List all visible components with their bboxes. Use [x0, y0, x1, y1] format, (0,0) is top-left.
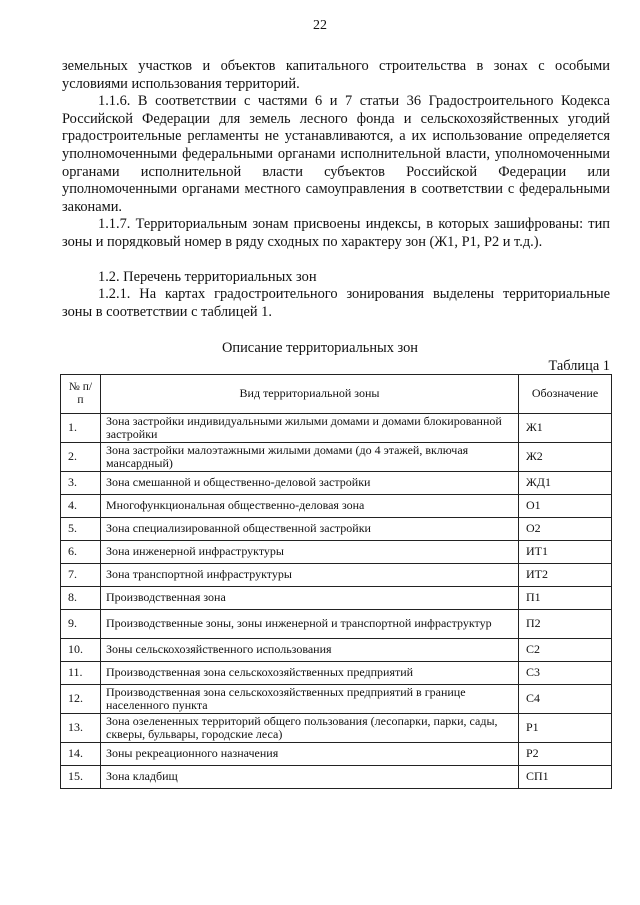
- table-row: [61, 518, 612, 541]
- row-zone-type: Зона инженерной инфраструктуры: [101, 541, 519, 564]
- row-zone-type: Зона застройки малоэтажными жилыми домами (до 4 этажей, включая мансардный): [101, 443, 519, 472]
- row-zone-type: Производственная зона сельскохозяйственных предприятий в границе населенного пункта: [101, 685, 519, 714]
- row-designation: С3: [519, 662, 612, 685]
- row-number: 10.: [61, 639, 101, 662]
- header-designation: Обозначение: [519, 375, 612, 414]
- table-caption: Таблица 1: [548, 358, 610, 374]
- table-row: [61, 564, 612, 587]
- table-row: [61, 766, 612, 789]
- row-designation: СП1: [519, 766, 612, 789]
- table-row: [61, 587, 612, 610]
- header-number: № п/п: [61, 375, 101, 414]
- row-zone-type: Зона смешанной и общественно-деловой застройки: [101, 472, 519, 495]
- table-row: [61, 662, 612, 685]
- table-row: [61, 472, 612, 495]
- row-number: 6.: [61, 541, 101, 564]
- row-number: 4.: [61, 495, 101, 518]
- page-number: 22: [313, 18, 327, 33]
- paragraph-continuation: земельных участков и объектов капитального строительства в зонах с особыми условиями использования территорий.: [62, 58, 610, 92]
- row-designation: Р1: [519, 714, 612, 743]
- zones-table: [60, 374, 612, 789]
- row-designation: О2: [519, 518, 612, 541]
- table-row: [61, 541, 612, 564]
- table-row: [61, 639, 612, 662]
- row-designation: Ж2: [519, 443, 612, 472]
- row-designation: Р2: [519, 743, 612, 766]
- row-zone-type: Производственная зона сельскохозяйственных предприятий: [101, 662, 519, 685]
- table-row: [61, 610, 612, 639]
- row-number: 3.: [61, 472, 101, 495]
- table-row: [61, 414, 612, 443]
- table-row: [61, 743, 612, 766]
- row-designation: П1: [519, 587, 612, 610]
- row-number: 8.: [61, 587, 101, 610]
- paragraph-1-2-1: 1.2.1. На картах градостроительного зонирования выделены территориальные зоны в соответствии с таблицей 1.: [62, 286, 610, 320]
- row-number: 2.: [61, 443, 101, 472]
- table-row: [61, 714, 612, 743]
- row-zone-type: Производственные зоны, зоны инженерной и транспортной инфраструктур: [101, 610, 519, 639]
- row-designation: ИТ1: [519, 541, 612, 564]
- body-text: [62, 58, 610, 321]
- row-zone-type: Производственная зона: [101, 587, 519, 610]
- table-row: [61, 685, 612, 714]
- table-header-row: [61, 375, 612, 414]
- row-number: 9.: [61, 610, 101, 639]
- row-designation: С2: [519, 639, 612, 662]
- row-zone-type: Зоны сельскохозяйственного использования: [101, 639, 519, 662]
- row-zone-type: Зона застройки индивидуальными жилыми домами и домами блокированной застройки: [101, 414, 519, 443]
- row-designation: Ж1: [519, 414, 612, 443]
- row-number: 14.: [61, 743, 101, 766]
- row-zone-type: Зона озелененных территорий общего пользования (лесопарки, парки, сады, скверы, бульвары, городские леса): [101, 714, 519, 743]
- row-designation: С4: [519, 685, 612, 714]
- paragraph-1-1-7: 1.1.7. Территориальным зонам присвоены индексы, в которых зашифрованы: тип зоны и порядковый номер в ряду сходных по характеру зон (Ж1, Р1, Р2 и т.д.).: [62, 216, 610, 250]
- header-zone-type: Вид территориальной зоны: [101, 375, 519, 414]
- row-number: 7.: [61, 564, 101, 587]
- row-number: 11.: [61, 662, 101, 685]
- table-row: [61, 443, 612, 472]
- row-designation: П2: [519, 610, 612, 639]
- row-number: 15.: [61, 766, 101, 789]
- paragraph-1-1-6: 1.1.6. В соответствии с частями 6 и 7 статьи 36 Градостроительного Кодекса Российской Федерации для земель лесного фонда и сельскохозяйственных угодий градостроительные регламенты не устанавливаются, а их использование определяется уполномоченными федеральными органами исполнительной власти, уполномоченными органами исполнительной власти субъектов Российской Федерации или уполномоченными органами местного самоуправления в соответствии с федеральными законами.: [62, 93, 610, 215]
- row-number: 12.: [61, 685, 101, 714]
- row-number: 1.: [61, 414, 101, 443]
- row-number: 13.: [61, 714, 101, 743]
- row-zone-type: Зона транспортной инфраструктуры: [101, 564, 519, 587]
- table-row: [61, 495, 612, 518]
- row-designation: ИТ2: [519, 564, 612, 587]
- row-zone-type: Зоны рекреационного назначения: [101, 743, 519, 766]
- row-number: 5.: [61, 518, 101, 541]
- row-designation: О1: [519, 495, 612, 518]
- row-designation: ЖД1: [519, 472, 612, 495]
- row-zone-type: Зона специализированной общественной застройки: [101, 518, 519, 541]
- row-zone-type: Многофункциональная общественно-деловая зона: [101, 495, 519, 518]
- row-zone-type: Зона кладбищ: [101, 766, 519, 789]
- section-heading-1-2: 1.2. Перечень территориальных зон: [98, 268, 317, 285]
- table-title: Описание территориальных зон: [221, 340, 418, 356]
